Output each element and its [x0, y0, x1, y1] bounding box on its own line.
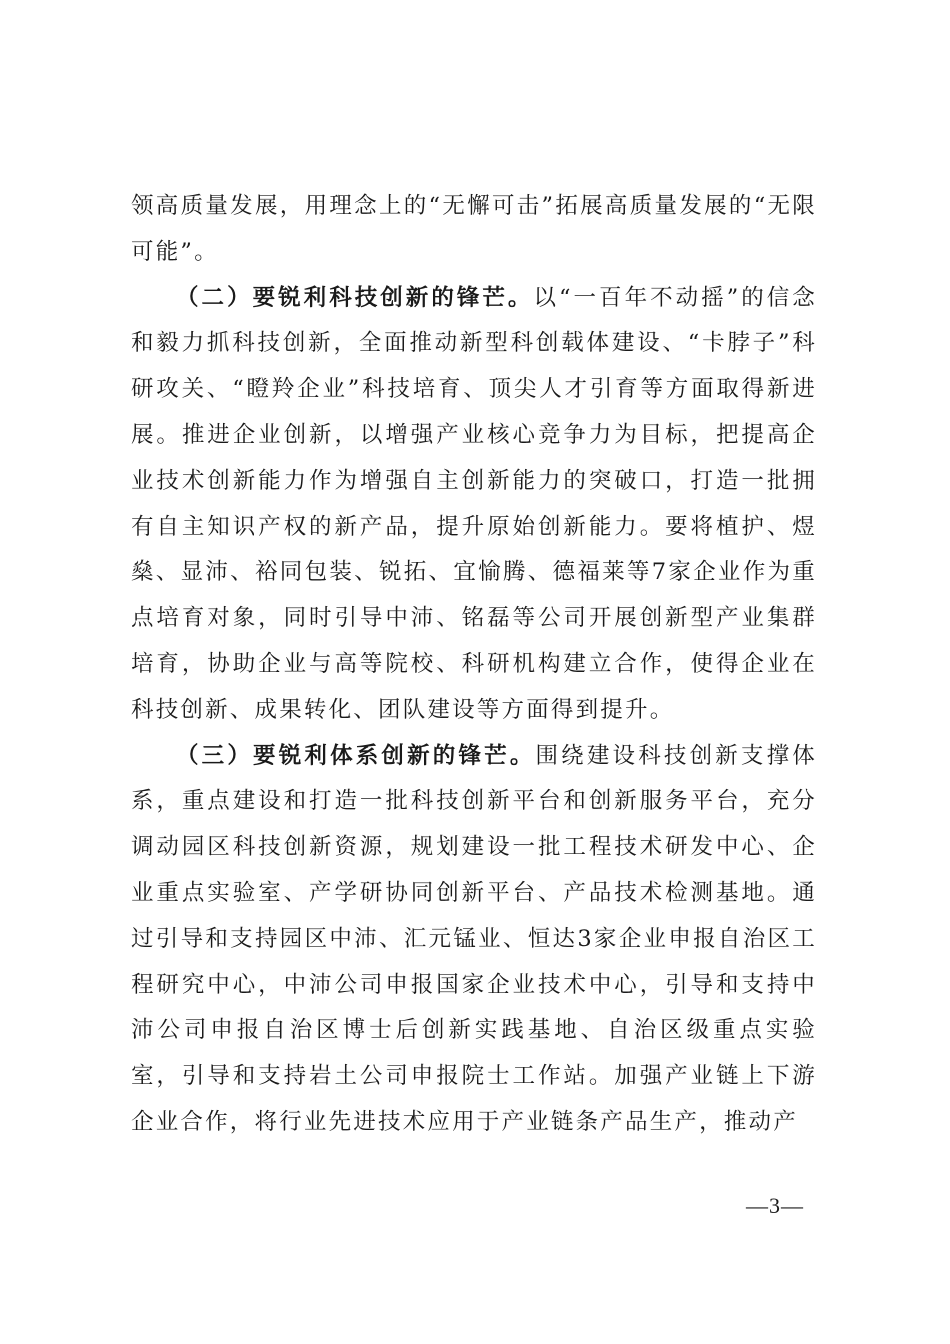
paragraph-body: 领高质量发展，用理念上的“无懈可击”拓展高质量发展的“无限可能”。 [131, 193, 817, 265]
paragraph-body: 围绕建设科技创新支撑体系，重点建设和打造一批科技创新平台和创新服务平台，充分调动园区科技创新资源，规划建设一批工程技术研发中心、企业重点实验室、产学研协同创新平台、产品技术检测基地。通过引导和支持园区中沛、汇元锰业、恒达3家企业申报自治区工程研究中心，中沛公司申报国家企业技术中心，引导和支持中沛公司申报自治区博士后创新实践基地、自治区级重点实验室，引导和支持岩土公司申报院士工作站。加强产业链上下游企业合作，将行业先进技术应用于产业链条产品生产，推动产 [131, 742, 817, 1135]
paragraph-system-innovation [131, 734, 817, 1146]
body-text [131, 184, 817, 1146]
paragraph-tech-innovation [131, 276, 817, 734]
section-heading-2: （二）要锐利科技创新的锋芒。 [176, 284, 534, 311]
page-number: —3— [746, 1193, 804, 1218]
paragraph-body: 以“一百年不动摇”的信念和毅力抓科技创新，全面推动新型科创载体建设、“卡脖子”科研攻关、“瞪羚企业”科技培育、顶尖人才引育等方面取得新进展。推进企业创新，以增强产业核心竞争力为目标，把提高企业技术创新能力作为增强自主创新能力的突破口，打造一批拥有自主知识产权的新产品，提升原始创新能力。要将植护、煜燊、显沛、裕同包装、锐拓、宜愉腾、德福莱等7家企业作为重点培育对象，同时引导中沛、铭磊等公司开展创新型产业集群培育，协助企业与高等院校、科研机构建立合作，使得企业在科技创新、成果转化、团队建设等方面得到提升。 [131, 284, 818, 723]
section-heading-3: （三）要锐利体系创新的锋芒。 [176, 742, 536, 769]
paragraph-continuation [131, 184, 817, 276]
